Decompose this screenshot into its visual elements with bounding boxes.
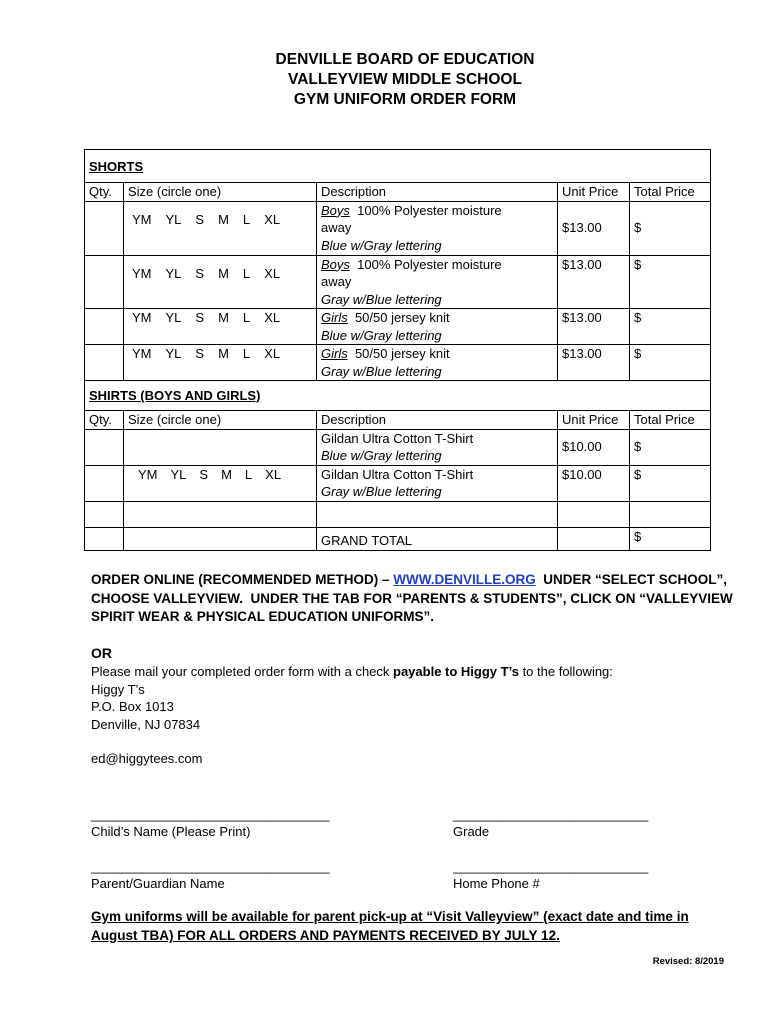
desc-text: 50/50 jersey knit — [347, 346, 450, 361]
size-option[interactable]: YM — [132, 265, 152, 281]
size-option[interactable] — [171, 429, 187, 430]
shorts-size-cell-1[interactable] — [124, 201, 317, 255]
shorts-unit-price-2: $13.00 — [558, 255, 630, 309]
shorts-description-cell-1 — [317, 201, 558, 255]
grand-total-value[interactable]: $ — [630, 527, 711, 550]
shorts-description-cell-3 — [317, 309, 558, 345]
grade-line[interactable]: ___________________________ — [453, 807, 649, 822]
shirts-unit-price-1: $10.00 — [558, 429, 630, 465]
shorts-qty-cell-2[interactable] — [85, 255, 124, 309]
size-option[interactable]: S — [195, 310, 205, 325]
shorts-total-price-2[interactable]: $ — [630, 255, 711, 309]
denville-website-link[interactable]: WWW.DENVILLE.ORG — [393, 572, 536, 587]
desc-type: Boys — [321, 256, 350, 272]
size-option[interactable]: M — [218, 310, 229, 325]
shorts-total-price-1[interactable]: $ — [630, 201, 711, 255]
desc-line2: away — [321, 220, 352, 235]
size-option[interactable]: S — [195, 211, 205, 227]
child-name-line[interactable]: _________________________________ — [91, 807, 330, 822]
size-option[interactable]: L — [244, 466, 253, 482]
shirts-total-price-1[interactable]: $ — [630, 429, 711, 465]
size-option[interactable]: YL — [165, 346, 182, 361]
size-option[interactable]: S — [195, 265, 205, 281]
shorts-unit-price-header: Unit Price — [558, 183, 630, 202]
shorts-unit-price-3: $13.00 — [558, 309, 630, 345]
shorts-qty-cell-1[interactable] — [85, 201, 124, 255]
shirts-size-cell-2[interactable] — [124, 465, 317, 501]
shirts-unit-price-2: $10.00 — [558, 465, 630, 501]
shirts-section-label: SHIRTS (BOYS AND GIRLS) — [85, 381, 711, 411]
title-line-1: DENVILLE BOARD OF EDUCATION — [275, 51, 535, 68]
desc-text: 100% Polyester moisture — [349, 202, 502, 218]
shirts-size-cell-3[interactable] — [124, 501, 317, 527]
home-phone-label: Home Phone # — [453, 876, 540, 891]
desc-text: 50/50 jersey knit — [347, 310, 450, 325]
shorts-size-cell-3[interactable] — [124, 309, 317, 345]
form-title — [0, 50, 770, 110]
size-option[interactable] — [199, 429, 208, 430]
size-option[interactable]: YM — [138, 466, 158, 482]
guardian-name-label: Parent/Guardian Name — [91, 876, 225, 891]
mail-po-box: P.O. Box 1013 — [91, 699, 174, 714]
size-option[interactable]: M — [218, 346, 229, 361]
or-label: OR — [91, 645, 112, 661]
desc-color: Gray w/Blue lettering — [321, 291, 442, 307]
shirts-total-price-header: Total Price — [630, 411, 711, 430]
mail-intro-suffix: to the following: — [518, 664, 613, 679]
shorts-description-cell-4 — [317, 345, 558, 381]
desc-color: Gray w/Blue lettering — [321, 363, 442, 379]
grand-total-unit-cell — [558, 527, 630, 550]
mail-instructions — [91, 663, 751, 733]
shirts-size-cell-1[interactable] — [124, 429, 317, 465]
desc-color: Gray w/Blue lettering — [321, 484, 442, 499]
order-table — [84, 149, 711, 551]
shorts-description-header: Description — [317, 183, 558, 202]
size-option[interactable]: L — [242, 211, 251, 227]
shorts-size-header: Size (circle one) — [124, 183, 317, 202]
size-option[interactable]: YM — [132, 211, 152, 227]
grade-label: Grade — [453, 824, 490, 839]
size-option[interactable]: XL — [264, 310, 281, 325]
shorts-description-cell-2 — [317, 255, 558, 309]
desc-type: Girls — [321, 346, 348, 361]
online-prefix: ORDER ONLINE (RECOMMENDED METHOD) – — [91, 572, 394, 587]
shirts-total-price-3[interactable] — [630, 501, 711, 527]
shorts-total-price-header: Total Price — [630, 183, 711, 202]
size-option[interactable]: XL — [264, 346, 281, 361]
size-option[interactable]: XL — [264, 211, 281, 227]
desc-text: Gildan Ultra Cotton T-Shirt — [321, 466, 474, 482]
shorts-total-price-3[interactable]: $ — [630, 309, 711, 345]
shirts-description-cell-1 — [317, 429, 558, 465]
shorts-unit-price-4: $13.00 — [558, 345, 630, 381]
shorts-qty-cell-4[interactable] — [85, 345, 124, 381]
size-option[interactable]: M — [221, 466, 232, 482]
shorts-size-cell-2[interactable] — [124, 255, 317, 309]
desc-color: Blue w/Gray lettering — [321, 448, 442, 463]
size-option[interactable]: XL — [264, 265, 281, 281]
title-line-3: GYM UNIFORM ORDER FORM — [293, 91, 517, 108]
contact-email: ed@higgytees.com — [91, 751, 203, 766]
desc-line2: away — [321, 274, 352, 289]
pickup-note: Gym uniforms will be available for parent pick-up at “Visit Valleyview” (exact date and time in August TBA) FOR ALL ORDERS AND PAYMENTS RECEIVED BY JULY 12. — [91, 909, 689, 943]
shirts-qty-cell-3[interactable] — [85, 501, 124, 527]
size-option[interactable]: L — [242, 310, 251, 325]
size-option[interactable]: S — [195, 346, 205, 361]
size-option[interactable]: S — [199, 466, 209, 482]
size-option[interactable]: YL — [165, 310, 182, 325]
desc-text: Gildan Ultra Cotton T-Shirt — [321, 430, 474, 446]
size-option[interactable]: YM — [132, 310, 152, 325]
online-suffix: UNDER “SELECT SCHOOL”, CHOOSE VALLEYVIEW. UNDER THE TAB FOR “PARENTS & STUDENTS”, CLICK ON “VALLEYVIEW SPIRIT WEAR & PHYSICAL EDUCATION UNIFORMS”. — [91, 572, 737, 624]
title-line-2: VALLEYVIEW MIDDLE SCHOOL — [288, 71, 522, 88]
child-name-label: Child’s Name (Please Print) — [91, 824, 251, 839]
size-option[interactable]: YL — [170, 466, 187, 482]
mail-intro-bold: payable to Higgy T’s — [393, 664, 519, 679]
size-option[interactable]: YM — [132, 346, 152, 361]
shorts-section-label: SHORTS — [85, 150, 711, 183]
online-order-instructions — [91, 571, 751, 627]
shorts-total-price-4[interactable]: $ — [630, 345, 711, 381]
grand-total-label: GRAND TOTAL — [317, 527, 558, 550]
mail-intro-prefix: Please mail your completed order form with a check — [91, 664, 394, 679]
size-option[interactable]: YL — [165, 265, 182, 281]
mail-name: Higgy T’s — [91, 681, 145, 697]
shirts-description-cell-2 — [317, 465, 558, 501]
shirts-description-header: Description — [317, 411, 558, 430]
guardian-name-field[interactable] — [91, 859, 330, 893]
grand-total-qty-cell — [85, 527, 124, 550]
desc-color: Blue w/Gray lettering — [321, 237, 442, 253]
revised-date: Revised: 8/2019 — [652, 956, 724, 967]
shorts-qty-cell-3[interactable] — [85, 309, 124, 345]
shorts-qty-header: Qty. — [85, 183, 124, 202]
shirts-qty-header: Qty. — [85, 411, 124, 430]
guardian-name-line[interactable]: _________________________________ — [91, 859, 330, 874]
size-option[interactable] — [221, 429, 232, 430]
shirts-qty-cell-1[interactable] — [85, 429, 124, 465]
desc-type: Boys — [321, 202, 350, 218]
desc-text: 100% Polyester moisture — [349, 256, 502, 272]
size-option[interactable] — [265, 429, 281, 430]
shorts-unit-price-1: $13.00 — [558, 201, 630, 255]
size-option[interactable]: L — [242, 346, 251, 361]
desc-color: Blue w/Gray lettering — [321, 327, 442, 343]
size-option[interactable]: L — [242, 265, 251, 281]
shirts-unit-price-header: Unit Price — [558, 411, 630, 430]
size-option[interactable]: XL — [265, 466, 282, 482]
home-phone-line[interactable]: ___________________________ — [453, 859, 649, 874]
grade-field[interactable] — [453, 807, 648, 841]
shirts-size-header: Size (circle one) — [124, 411, 317, 430]
size-option[interactable]: YL — [165, 211, 182, 227]
size-option[interactable]: M — [218, 265, 229, 281]
shirts-description-cell-3[interactable] — [317, 501, 558, 527]
shirts-qty-cell-2[interactable] — [85, 465, 124, 501]
shirts-unit-price-3 — [558, 501, 630, 527]
size-option[interactable]: M — [218, 211, 229, 227]
grand-total-size-cell — [124, 527, 317, 550]
size-option[interactable] — [245, 429, 252, 430]
desc-type: Girls — [321, 310, 348, 325]
home-phone-field[interactable] — [453, 859, 648, 893]
shirts-total-price-2[interactable]: $ — [630, 465, 711, 501]
shorts-size-cell-4[interactable] — [124, 345, 317, 381]
size-option[interactable] — [138, 429, 158, 430]
child-name-field[interactable] — [91, 807, 330, 841]
mail-city: Denville, NJ 07834 — [91, 716, 201, 732]
